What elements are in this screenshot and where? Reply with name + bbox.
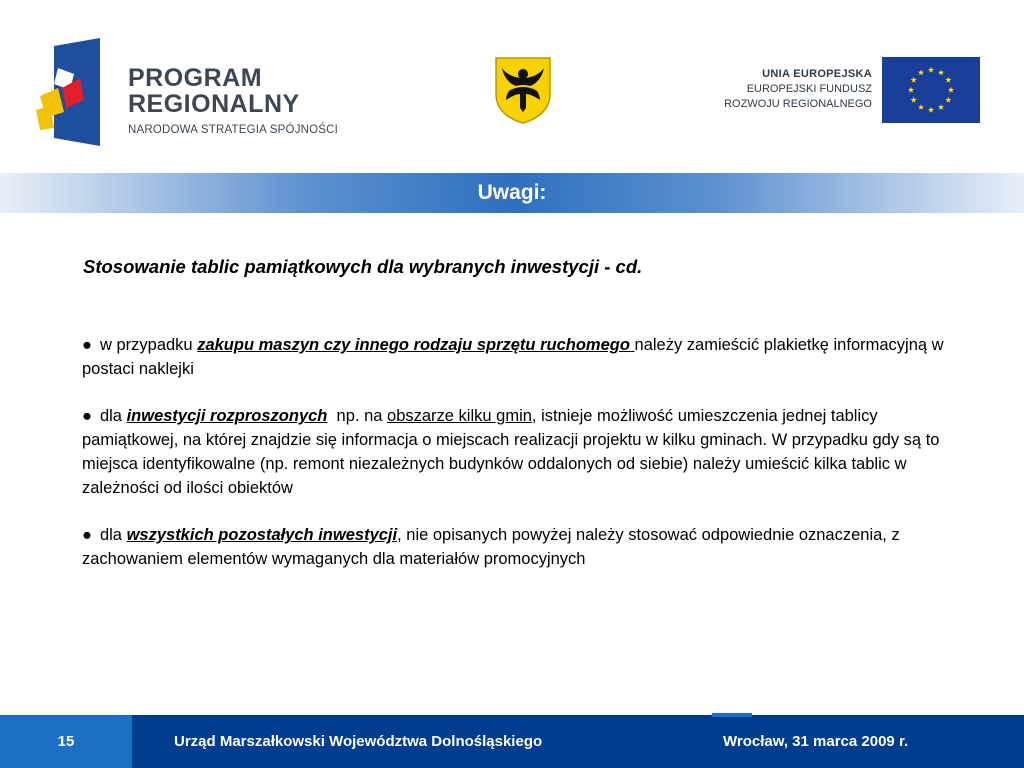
p3-pre: dla bbox=[99, 526, 127, 544]
p1-emphasis: zakupu maszyn czy innego rodzaju sprzętu ruchomego bbox=[197, 336, 635, 354]
p2-pre: dla bbox=[99, 407, 127, 425]
p1-pre: w przypadku bbox=[99, 336, 198, 354]
eu-logo-text bbox=[724, 67, 872, 112]
bullet-icon: ● bbox=[82, 526, 92, 544]
page-number: 15 bbox=[0, 715, 132, 768]
program-regionalny-flag-icon bbox=[36, 38, 102, 146]
logo-line-regionalny: REGIONALNY bbox=[128, 90, 300, 118]
bullet-icon: ● bbox=[82, 336, 92, 354]
footer-organization: Urząd Marszałkowski Województwa Dolnośląskiego bbox=[174, 733, 543, 750]
eu-line-rozwoju: ROZWOJU REGIONALNEGO bbox=[724, 98, 872, 110]
paragraph-pozostale bbox=[82, 523, 962, 571]
p3-emphasis: wszystkich pozostałych inwestycji bbox=[126, 526, 398, 544]
coat-of-arms-icon bbox=[494, 56, 552, 124]
bullet-icon: ● bbox=[82, 407, 92, 425]
p2-mid: np. na bbox=[327, 407, 388, 425]
p1-post: należy zamieścić plakietkę informacyjną w postaci naklejki bbox=[82, 336, 944, 378]
eu-line-fundusz: EUROPEJSKI FUNDUSZ bbox=[746, 83, 872, 95]
p3-post: , nie opisanych powyżej należy stosować odpowiednie oznaczenia, z zachowaniem elementów wymaganych dla materiałów promocyjnych bbox=[82, 526, 900, 568]
content-subtitle: Stosowanie tablic pamiątkowych dla wybranych inwestycji - cd. bbox=[83, 256, 643, 277]
p2-underlined: obszarze kilku gmin bbox=[387, 407, 532, 425]
eu-line-unia: UNIA EUROPEJSKA bbox=[762, 68, 872, 80]
logo-line-program: PROGRAM bbox=[128, 64, 263, 92]
footer-place-date: Wrocław, 31 marca 2009 r. bbox=[723, 733, 909, 750]
paragraph-maszyny bbox=[82, 333, 962, 381]
section-title: Uwagi: bbox=[477, 181, 547, 204]
logo-line-strategia: NARODOWA STRATEGIA SPÓJNOŚCI bbox=[128, 124, 339, 136]
program-regionalny-logo bbox=[36, 38, 376, 148]
eu-flag-icon bbox=[882, 57, 980, 123]
paragraph-rozproszone bbox=[82, 404, 962, 500]
p2-post: , istnieje możliwość umieszczenia jednej tablicy pamiątkowej, na której znajdzie się informacja o miejscach realizacji projektu w kilku gminach. W przypadku gdy są to miejsca identyfikowalne (np. remont niezależnych budynków oddalonych od siebie) należy umieścić kilka tablic w zależności od ilości obiektów bbox=[82, 407, 940, 497]
p2-emphasis: inwestycji rozproszonych bbox=[126, 407, 328, 425]
